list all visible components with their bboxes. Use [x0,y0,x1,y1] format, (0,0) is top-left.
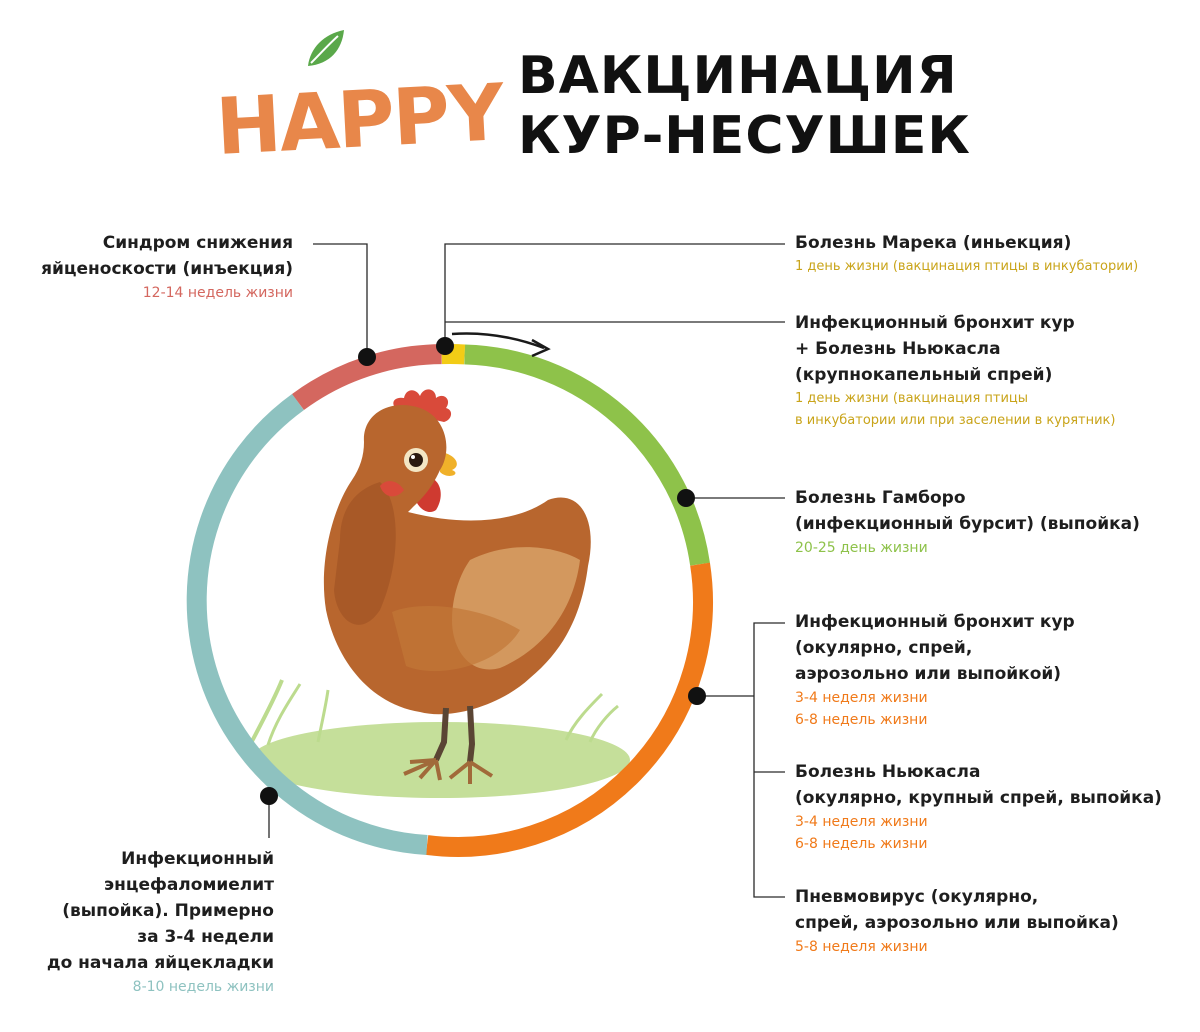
label-marek-title: Болезнь Марека (иньекция) [795,233,1072,253]
title-line-1: ВАКЦИНАЦИЯ [518,46,958,106]
connector-marek [445,244,785,346]
marker-egg-drop [358,348,376,366]
label-encephalo-title-3: (выпойка). Примерно [62,901,274,921]
label-encephalo-title-1: Инфекционный [121,849,274,869]
label-bronchitis-nd-title-3: (крупнокапельный спрей) [795,365,1053,385]
label-newcastle-title-1: Болезнь Ньюкасла [795,762,981,782]
label-bronchitis-nd [795,310,1195,432]
label-encephalo-title-5: до начала яйцекладки [46,953,274,973]
marker-gumboro [677,489,695,507]
label-bronchitis-nd-age-1: 1 день жизни (вакцинация птицы [795,391,1029,406]
label-marek-age: 1 день жизни (вакцинация птицы в инкубатории) [795,259,1139,274]
label-egg-drop-age: 12-14 недель жизни [142,285,293,301]
label-newcastle [795,759,1195,855]
logo-text: HAPPY [213,68,505,174]
marker-marek [436,337,454,355]
label-pneumovirus-title-2: спрей, аэрозольно или выпойка) [795,913,1119,933]
label-encephalo-age: 8-10 недель жизни [132,979,274,995]
label-newcastle-title-2: (окулярно, крупный спрей, выпойка) [795,788,1162,808]
label-pneumovirus [795,884,1195,958]
label-encephalo-title-2: энцефаломиелит [104,875,274,895]
label-gumboro-title-1: Болезнь Гамборо [795,488,966,508]
label-egg-drop-title-1: Синдром снижения [102,233,293,253]
label-egg-drop [20,230,293,304]
label-bronchitis-age-2: 6-8 недель жизни [795,712,928,728]
label-encephalo-title-4: за 3-4 недели [137,927,274,947]
label-gumboro-age: 20-25 день жизни [795,540,928,556]
label-egg-drop-title-2: яйценоскости (инъекция) [41,259,293,279]
label-gumboro [795,485,1195,559]
label-bronchitis-nd-title-2: + Болезнь Ньюкасла [795,339,1001,359]
label-bronchitis-title-2: (окулярно, спрей, [795,638,973,658]
label-bronchitis-nd-age-2: в инкубатории или при заселении в курятник) [795,413,1116,428]
label-pneumovirus-title-1: Пневмовирус (окулярно, [795,887,1039,907]
marker-orange [688,687,706,705]
label-bronchitis-nd-title-1: Инфекционный бронхит кур [795,313,1075,333]
title-line-2: КУР-НЕСУШЕК [518,106,971,166]
label-marek [795,230,1195,278]
label-newcastle-age-1: 3-4 неделя жизни [795,814,928,830]
marker-encephalo [260,787,278,805]
connector-orange-bracket [754,623,785,897]
connector-egg-drop [313,244,367,357]
label-bronchitis-title-1: Инфекционный бронхит кур [795,612,1075,632]
label-newcastle-age-2: 6-8 недель жизни [795,836,928,852]
label-bronchitis [795,609,1195,731]
label-gumboro-title-2: (инфекционный бурсит) (выпойка) [795,514,1140,534]
label-bronchitis-age-1: 3-4 неделя жизни [795,690,928,706]
label-bronchitis-title-3: аэрозольно или выпойкой) [795,664,1062,684]
label-pneumovirus-age: 5-8 неделя жизни [795,939,928,955]
label-encephalomyelitis [10,846,274,998]
